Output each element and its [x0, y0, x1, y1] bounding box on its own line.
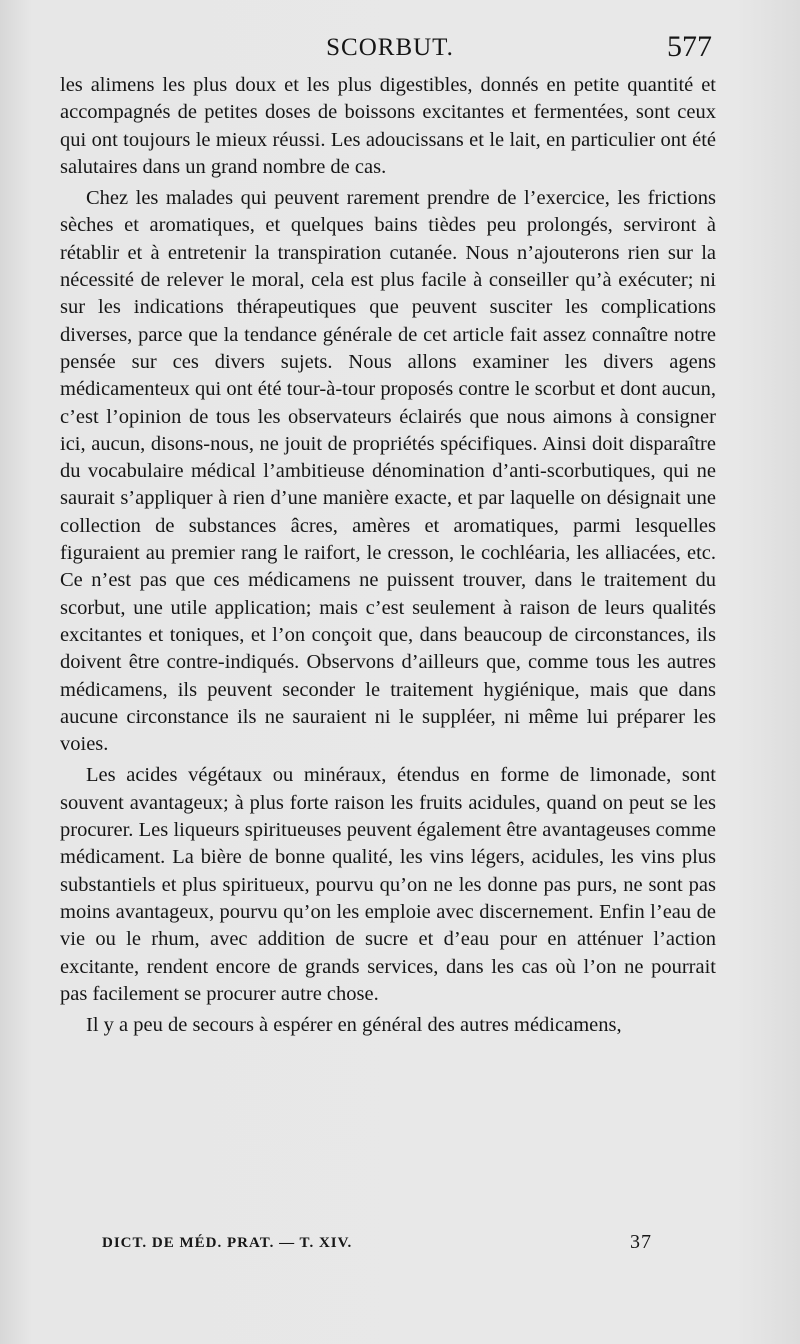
paragraph-4: Il y a peu de secours à espérer en général des autres médicamens,: [86, 1014, 622, 1037]
paragraph-2: Chez les malades qui peuvent rarement prendre de l’exercice, les frictions sèches et aromatiques, et quelques bains tièdes peu prolongés, serviront à rétablir et à entretenir la transpiration cutanée. Nous n’ajouterons rien sur la nécessité de relever le moral, cela est plus facile à conseiller qu’à exécuter; ni sur les indications thérapeutiques que peuvent susciter les complications diverses, parce que la tendance générale de cet article fait assez connaître notre pensée sur ces divers sujets. Nous allons examiner les divers agens médicamenteux qui ont été tour-à-tour proposés contre le scorbut et dont aucun, c’est l’opinion de tous les observateurs éclairés que nous aimons à consigner ici, aucun, disons-nous, ne jouit de propriétés spécifiques. Ainsi doit disparaître du vocabulaire médical l’ambitieuse dénomination d’anti-scorbutiques, qui ne saurait s’appliquer à rien d’une manière exacte, et par laquelle on désignait une collection de substances âcres, amères et aromatiques, parmi lesquelles figuraient au premier rang le raifort, le cresson, le cochléaria, les alliacées, etc. Ce n’est pas que ces médicamens ne puissent trouver, dans le traitement du scorbut, une utile application; mais c’est seulement à raison de leurs qualités excitantes et toniques, et l’on conçoit que, dans beaucoup de circonstances, ils doivent être contre-indiqués. Observons d’ailleurs que, comme tous les autres médicamens, ils peuvent seconder le traitement hygiénique, mais que dans aucune circonstance ils ne sauraient ni le suppléer, ni même lui préparer les voies.: [60, 187, 716, 756]
body-text: [60, 72, 716, 1043]
page-number: 577: [667, 30, 712, 63]
page-header: [60, 28, 720, 72]
signature-line: DICT. DE MÉD. PRAT. — T. XIV.: [102, 1235, 353, 1251]
signature-mark: 37: [630, 1231, 652, 1253]
page-footer: [60, 1233, 716, 1259]
paragraph-1: les alimens les plus doux et les plus digestibles, donnés en petite quantité et accompagnés de petites doses de boissons excitantes et fermentées, sont ceux qui ont toujours le mieux réussi. Les adoucissans et le lait, en particulier ont été salutaires dans un grand nombre de cas.: [60, 74, 716, 178]
paragraph-3: Les acides végétaux ou minéraux, étendus en forme de limonade, sont souvent avantageux; à plus forte raison les fruits acidules, quand on peut se les procurer. Les liqueurs spiritueuses peuvent également être avantageuses comme médicament. La bière de bonne qualité, les vins légers, acidules, les vins plus substantiels et plus spiritueux, pourvu qu’on ne les donne pas purs, ne sont pas moins avantageux, pourvu qu’on les emploie avec discernement. Enfin l’eau de vie ou le rhum, avec addition de sucre et d’eau pour en atténuer l’action excitante, rendent encore de grands services, dans les cas où l’on ne pourrait pas facilement se procurer autre chose.: [60, 764, 716, 1005]
running-title: SCORBUT.: [326, 34, 454, 61]
